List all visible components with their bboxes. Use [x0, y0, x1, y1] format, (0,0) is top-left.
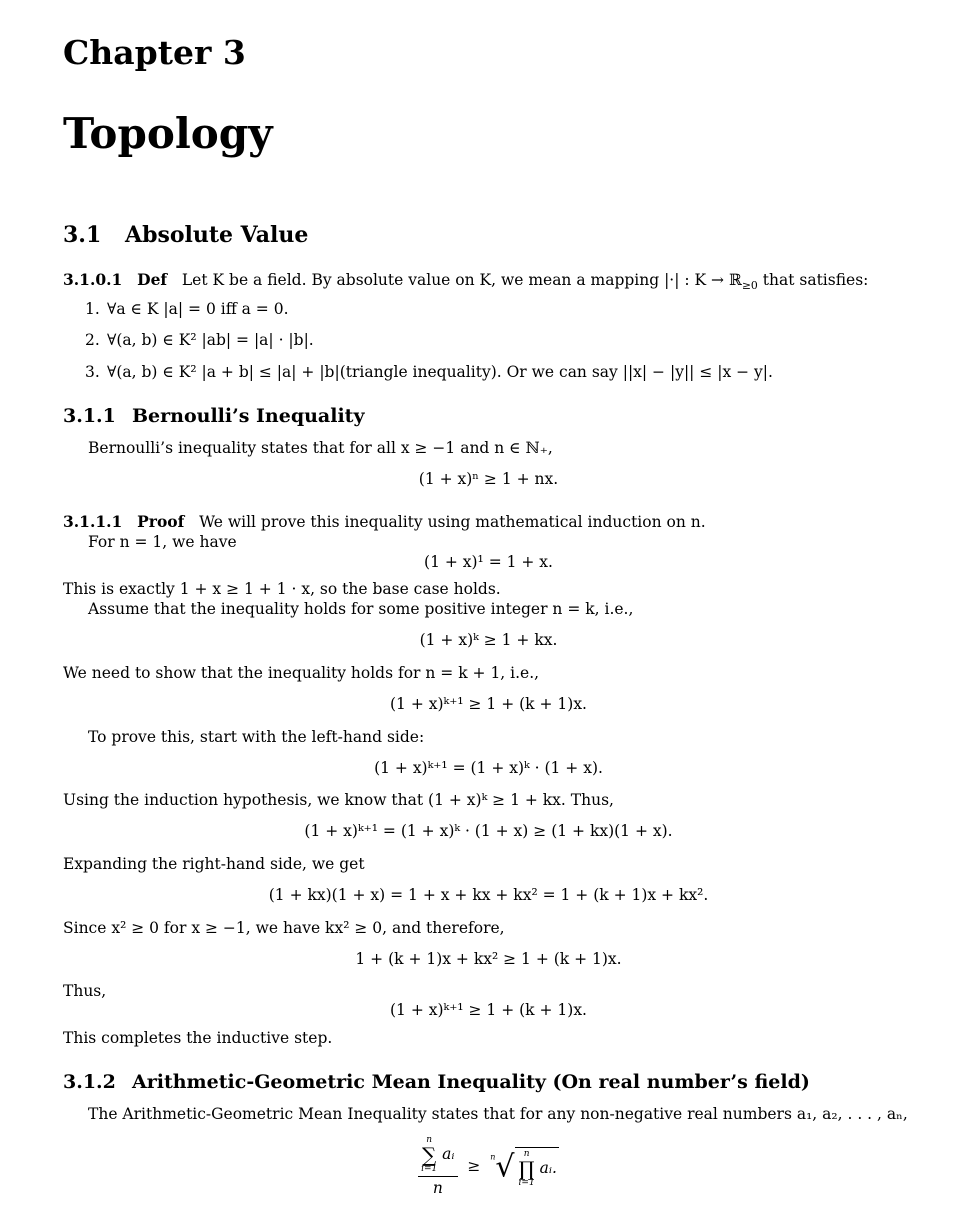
paragraph: For n = 1, we have — [88, 533, 237, 551]
definition-label: Def — [137, 270, 168, 289]
subsection-heading — [63, 405, 365, 429]
equation: (1 + x)ᵏ ≥ 1 + kx. — [419, 631, 558, 649]
fraction: n ∑ i=1 aᵢ n — [418, 1136, 457, 1198]
proof-number: 3.1.1.1 — [63, 512, 123, 531]
paragraph: Using the induction hypothesis, we know that (1 + x)ᵏ ≥ 1 + kx. Thus, — [63, 791, 614, 809]
equation: (1 + x)¹ = 1 + x. — [424, 553, 553, 571]
chapter-heading: Chapter 3 — [63, 33, 246, 72]
am-gm-equation: n ∑ i=1 aᵢ n ≥ $^n$√ n ∏ i=1 aᵢ. — [0, 1136, 977, 1198]
paragraph: The Arithmetic-Geometric Mean Inequality states that for any non-negative real numbers a₁, a₂, . . . , aₙ, — [88, 1105, 908, 1123]
page-title: Topology — [63, 109, 273, 158]
paragraph: Bernoulli’s inequality states that for all x ≥ −1 and n ∈ ℕ₊, — [88, 439, 553, 457]
subsection-number: 3.1.2 — [63, 1071, 116, 1093]
definition-paragraph — [63, 270, 869, 293]
paragraph: Expanding the right-hand side, we get — [63, 855, 365, 873]
root: $^n$√ n ∏ i=1 aᵢ. — [490, 1148, 557, 1188]
list-item: 2. ∀(a, b) ∈ K² |ab| = |a| · |b|. — [85, 331, 314, 349]
equation: 1 + (k + 1)x + kx² ≥ 1 + (k + 1)x. — [355, 950, 622, 968]
subsection-number: 3.1.1 — [63, 405, 116, 427]
paragraph: We need to show that the inequality holds for n = k + 1, i.e., — [63, 664, 540, 682]
subsection-heading — [63, 1071, 810, 1095]
subsection-title: Bernoulli’s Inequality — [132, 405, 365, 427]
paragraph: This completes the inductive step. — [63, 1029, 333, 1047]
proof-paragraph — [63, 512, 706, 532]
section-heading — [63, 222, 308, 250]
section-number: 3.1 — [63, 222, 102, 248]
definition-text-end: that satisfies: — [757, 271, 869, 289]
equation: (1 + x)ᵏ⁺¹ ≥ 1 + (k + 1)x. — [390, 1001, 587, 1019]
paragraph: Assume that the inequality holds for some positive integer n = k, i.e., — [88, 600, 634, 618]
paragraph: Thus, — [63, 982, 107, 1000]
definition-number: 3.1.0.1 — [63, 270, 123, 289]
definition-subscript: ≥0 — [741, 279, 758, 293]
equation: (1 + x)ᵏ⁺¹ = (1 + x)ᵏ · (1 + x). — [374, 759, 603, 777]
paragraph: This is exactly 1 + x ≥ 1 + 1 · x, so the base case holds. — [63, 580, 501, 598]
list-item: 3. ∀(a, b) ∈ K² |a + b| ≤ |a| + |b|(triangle inequality). Or we can say ||x| − |y|| ≤ |x − y|. — [85, 363, 773, 381]
sum-symbol: n ∑ i=1 — [421, 1135, 438, 1174]
list-item: 1. ∀a ∈ K |a| = 0 iff a = 0. — [85, 300, 289, 318]
equation: (1 + x)ⁿ ≥ 1 + nx. — [418, 470, 559, 488]
section-title: Absolute Value — [125, 222, 309, 248]
paragraph: Since x² ≥ 0 for x ≥ −1, we have kx² ≥ 0, and therefore, — [63, 919, 505, 937]
product-symbol: n ∏ i=1 — [518, 1148, 535, 1188]
equation: (1 + x)ᵏ⁺¹ = (1 + x)ᵏ · (1 + x) ≥ (1 + kx)(1 + x). — [304, 822, 673, 840]
paragraph: To prove this, start with the left-hand side: — [88, 728, 425, 746]
subsection-title: Arithmetic-Geometric Mean Inequality (On real number’s field) — [132, 1071, 810, 1093]
proof-text: We will prove this inequality using mathematical induction on n. — [199, 513, 706, 531]
equation: (1 + x)ᵏ⁺¹ ≥ 1 + (k + 1)x. — [390, 695, 587, 713]
definition-text: Let K be a field. By absolute value on K, we mean a mapping |·| : K → ℝ — [181, 271, 742, 289]
proof-label: Proof — [137, 512, 185, 531]
equation: (1 + kx)(1 + x) = 1 + x + kx + kx² = 1 + (k + 1)x + kx². — [268, 886, 709, 904]
